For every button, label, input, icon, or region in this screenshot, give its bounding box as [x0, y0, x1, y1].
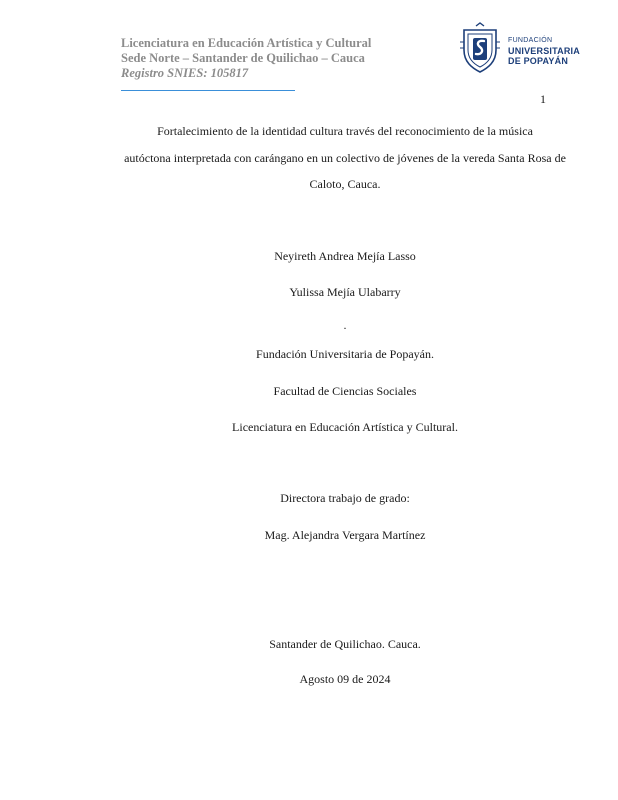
- header-program: Licenciatura en Educación Artística y Cultural: [121, 36, 372, 50]
- thesis-title: [80, 118, 610, 198]
- institution-name: Fundación Universitaria de Popayán.: [256, 347, 434, 361]
- separator-dot: .: [343, 318, 347, 332]
- director-name: Mag. Alejandra Vergara Martínez: [264, 528, 426, 542]
- logo-line-2: UNIVERSITARIA: [508, 46, 580, 56]
- header-campus: Sede Norte – Santander de Quilichao – Cauca: [121, 51, 365, 65]
- title-line-2: autóctona interpretada con carángano en un colectivo de jóvenes de la vereda Santa Rosa de: [124, 150, 566, 165]
- page-number: 1: [540, 92, 546, 106]
- header-rule: [121, 90, 295, 91]
- program-name: Licenciatura en Educación Artística y Cultural.: [232, 420, 458, 434]
- place: Santander de Quilichao. Cauca.: [269, 637, 421, 651]
- author-2: Yulissa Mejía Ulabarry: [289, 285, 401, 299]
- faculty-name: Facultad de Ciencias Sociales: [273, 384, 417, 398]
- author-1: Neyireth Andrea Mejía Lasso: [274, 249, 416, 263]
- title-line-1: Fortalecimiento de la identidad cultura través del reconocimiento de la música: [157, 124, 533, 138]
- logo-wordmark: [508, 36, 580, 66]
- shield-s-icon: [458, 22, 502, 74]
- logo-line-1: FUNDACIÓN: [508, 37, 553, 44]
- university-logo: [458, 22, 578, 78]
- document-header: [121, 36, 371, 81]
- header-snies: Registro SNIES: 105817: [121, 66, 249, 80]
- logo-line-3: DE POPAYÁN: [508, 56, 569, 66]
- date: Agosto 09 de 2024: [299, 672, 391, 686]
- title-line-3: Caloto, Cauca.: [309, 177, 381, 191]
- director-label: Directora trabajo de grado:: [280, 491, 410, 505]
